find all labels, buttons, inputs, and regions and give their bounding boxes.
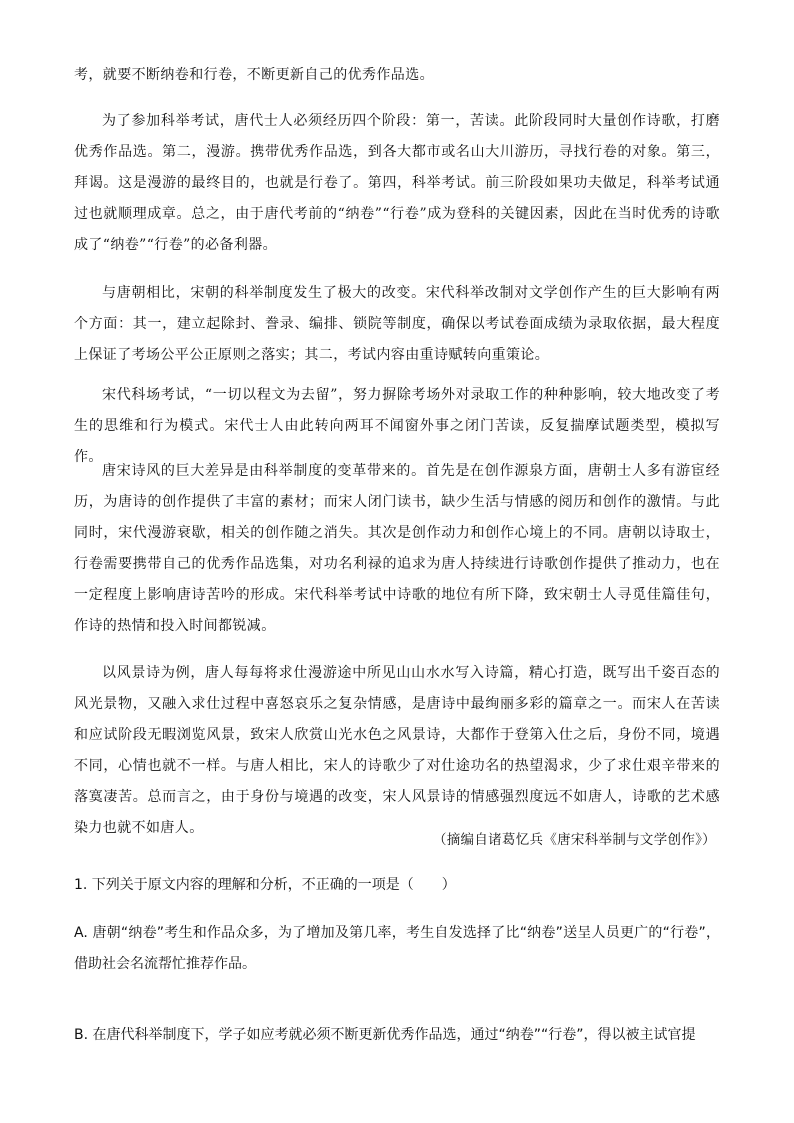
option-a: A. 唐朝“纳卷”考生和作品众多，为了增加及第几率，考生自发选择了比“纳卷”送呈人员更广的“行卷”，借助社会名流帮忙推荐作品。 (74, 925, 720, 972)
passage-paragraph-1: 为了参加科举考试，唐代士人必须经历四个阶段：第一，苦读。此阶段同时大量创作诗歌，打磨优秀作品选。第二，漫游。携带优秀作品选，到各大都市或名山大川游历，寻找行卷的对象。第三，拜谒。这是漫游的最终目的，也就是行卷了。第四，科举考试。前三阶段如果功夫做足，科举考试通过也就顺理成章。总之，由于唐代考前的“纳卷”“行卷”成为登科的关键因素，因此在当时优秀的诗歌成了“纳卷”“行卷”的必备利器。 (74, 113, 720, 253)
source-citation: （摘编自诸葛忆兵《唐宋科举制与文学创作》） (432, 832, 716, 848)
passage-paragraph-2: 与唐朝相比，宋朝的科举制度发生了极大的改变。宋代科举改制对文学创作产生的巨大影响有两个方面：其一，建立起除封、誊录、编排、锁院等制度，确保以考试卷面成绩为录取依据，最大程度上保证了考场公平公正原则之落实；其二，考试内容由重诗赋转向重策论。 (74, 285, 720, 363)
passage-paragraph-4: 唐宋诗风的巨大差异是由科举制度的变革带来的。首先是在创作源泉方面，唐朝士人多有游宦经历，为唐诗的创作提供了丰富的素材；而宋人闭门读书，缺少生活与情感的阅历和创作的激情。与此同时，宋代漫游衰歇，相关的创作随之消失。其次是创作动力和创作心境上的不同。唐朝以诗取士，行卷需要携带自己的优秀作品选集，对功名利禄的追求为唐人持续进行诗歌创作提供了推动力，也在一定程度上影响唐诗苦吟的形成。宋代科举考试中诗歌的地位有所下降，致宋朝士人寻觅佳篇佳句，作诗的热情和投入时间都锐减。 (74, 463, 720, 634)
passage-paragraph-5: 以风景诗为例，唐人每每将求仕漫游途中所见山山水水写入诗篇，精心打造，既写出千姿百态的风光景物，又融入求仕过程中喜怒哀乐之复杂情感，是唐诗中最绚丽多彩的篇章之一。而宋人在苦读和应试阶段无暇浏览风景，致宋人欣赏山光水色之风景诗，大都作于登第入仕之后，身份不同，境遇不同，心情也就不一样。与唐人相比，宋人的诗歌少了对仕途功名的热望渴求，少了求仕艰辛带来的落寞凄苦。总而言之，由于身份与境遇的改变，宋人风景诗的情感强烈度远不如唐人，诗歌的艺术感染力也就不如唐人。 (74, 665, 720, 836)
passage-paragraph-0: 考，就要不断纳卷和行卷，不断更新自己的优秀作品选。 (74, 67, 434, 83)
passage-paragraph-3: 宋代科场考试，“一切以程文为去留”，努力摒除考场外对录取工作的种种影响，较大地改变了考生的思维和行为模式。宋代士人由此转向两耳不闻窗外事之闭门苦读，反复揣摩试题类型，模拟写作。 (74, 387, 720, 465)
question-stem: 1. 下列关于原文内容的理解和分析，不正确的一项是（ ） (74, 877, 456, 893)
option-b: B. 在唐代科举制度下，学子如应考就必须不断更新优秀作品选，通过“纳卷”“行卷”，得以被主试官提 (74, 1027, 696, 1043)
